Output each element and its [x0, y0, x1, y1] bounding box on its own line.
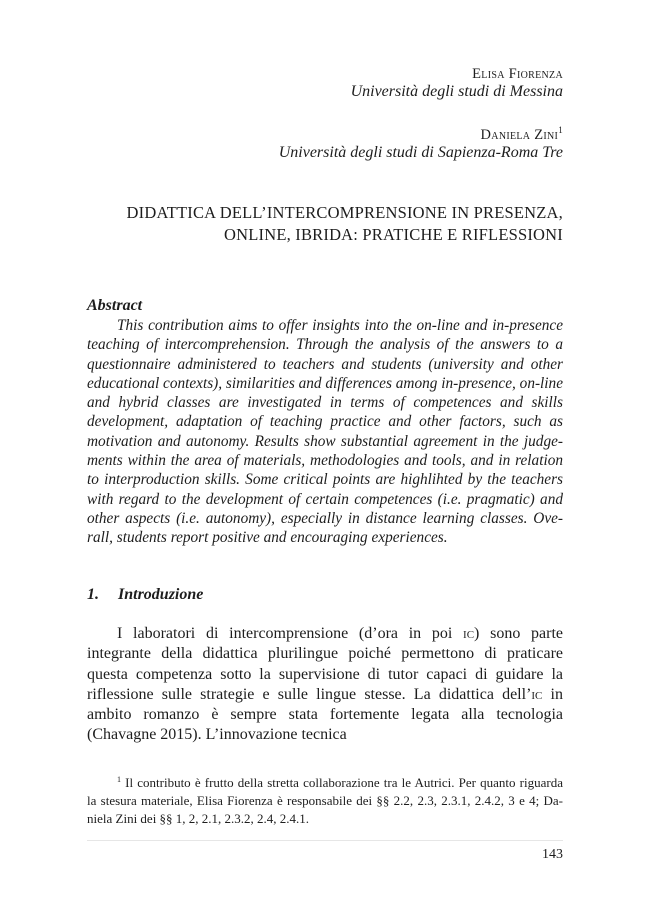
author-affiliation-1: Università degli studi di Messina — [350, 83, 563, 100]
paper-title-line-1: DIDATTICA DELL’INTERCOMPRENSIONE IN PRESENZA, — [126, 203, 563, 222]
footnote-marker[interactable]: 1 — [558, 125, 563, 135]
section-heading — [87, 586, 203, 604]
paper-title-line-2: ONLINE, IBRIDA: PRATICHE E RIFLESSIONI — [224, 225, 563, 244]
intro-text-1: I laboratori di intercomprensione (d’ora in poi — [117, 625, 464, 642]
abbreviation-ic: ic — [463, 625, 475, 642]
footnote-number: 1 — [117, 775, 121, 784]
abbreviation-ic: ic — [531, 685, 543, 703]
intro-paragraph — [87, 624, 563, 746]
footer-divider — [87, 840, 563, 841]
section-number: 1. — [87, 586, 99, 603]
page-number: 143 — [542, 847, 563, 862]
paper-title — [127, 202, 563, 246]
author-block-1 — [351, 66, 563, 101]
author-affiliation-2: Università degli studi di Sapienza-Roma Tre — [278, 144, 563, 161]
section-title: Introduzione — [118, 586, 204, 603]
author-name-text-1: Elisa Fiorenza — [472, 66, 563, 82]
author-block-2 — [279, 125, 563, 162]
footnote — [87, 771, 563, 827]
author-name-text-2: Daniela Zini — [480, 127, 559, 143]
intro-text-3: in ambito romanzo è sempre stata fortemente legata alla tecnologia (Chavagne 2015). L’innovazione tecnica — [87, 685, 563, 744]
abstract-heading: Abstract — [87, 297, 143, 314]
author-name-1 — [351, 66, 563, 83]
intro-text-2: ) sono parte integrante della didattica plurilingue poiché permettono di praticare questa competenza sotto la supervisione di tutor capaci di guidare la riflessione sulle strategie e sulle lingue stesse. La didattica dell’ — [87, 625, 564, 703]
author-name-2 — [279, 125, 563, 144]
footnote-text: Il contributo è frutto della stretta collaborazione tra le Autrici. Per quanto riguarda la stesura materiale, Elisa Fiorenza è responsabile dei §§ 2.2, 2.3, 2.3.1, 2.4.2, 3 e 4; Da-niela Zini dei §§ 1, 2, 2.1, 2.3.2, 2.4, 2.4.1. — [87, 775, 563, 826]
abstract-text: This contribution aims to offer insights into the on-line and in-presence teaching of intercomprehension. Through the analysis of the answers to a questionnaire administered to teachers and students (university and other educational contexts), similarities and differences among in-presence, on-line and hybrid classes are investigated in terms of competences and skills development, adaptation of teaching practice and other factors, such as motivation and autonomy. Results show substantial agreement in the judge-ments within the area of materials, methodologies and tools, and in relation to interproduction skills. Some critical points are highlihted by the teachers with regard to the development of certain competences (i.e. pragmatic) and other aspects (i.e. autonomy), especially in distance learning classes. Ove-rall, students report positive and encouraging experiences. — [87, 317, 563, 547]
